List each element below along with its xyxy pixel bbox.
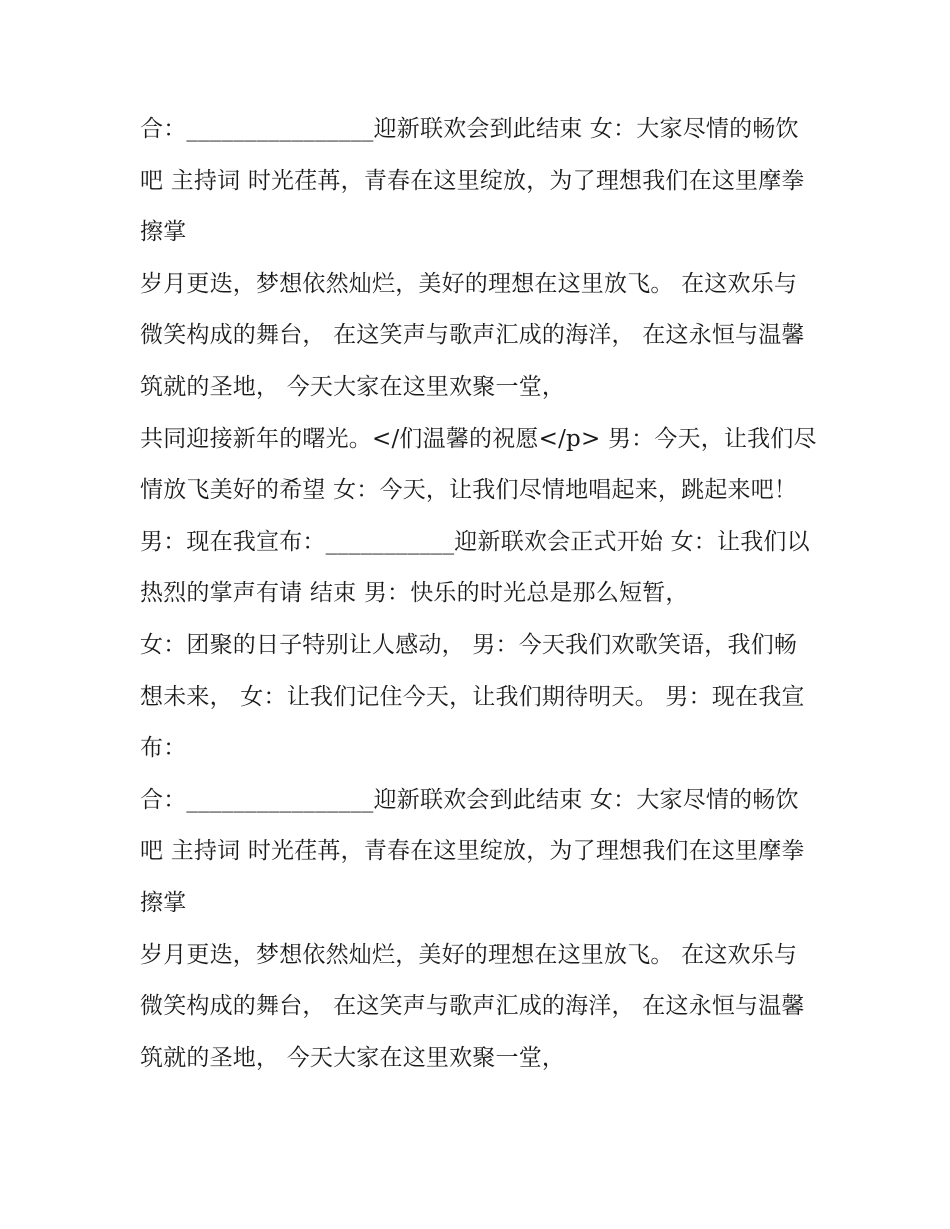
- document-body: [140, 104, 820, 1084]
- paragraph-2: 岁月更迭，梦想依然灿烂，美好的理想在这里放飞。 在这欢乐与微笑构成的舞台， 在这笑声与歌声汇成的海洋， 在这永恒与温馨筑就的圣地， 今天大家在这里欢聚一堂，: [140, 270, 805, 400]
- paragraph-1: 合：________________迎新联欢会到此结束 女：大家尽情的畅饮吧 主持词 时光荏苒，青春在这里绽放，为了理想我们在这里摩拳擦掌: [140, 116, 805, 246]
- paragraph-3: 共同迎接新年的曙光。</们温馨的祝愿</p> 男：今天，让我们尽情放飞美好的希望 女：今天，让我们尽情地唱起来，跳起来吧！: [140, 425, 817, 504]
- paragraph-5: 女：团聚的日子特别让人感动， 男：今天我们欢歌笑语，我们畅想未来， 女：让我们记住今天，让我们期待明天。 男：现在我宣布：: [140, 631, 805, 762]
- paragraph-7: 岁月更迭，梦想依然灿烂，美好的理想在这里放飞。 在这欢乐与微笑构成的舞台， 在这笑声与歌声汇成的海洋， 在这永恒与温馨筑就的圣地， 今天大家在这里欢聚一堂，: [140, 941, 805, 1071]
- paragraph-6: 合：________________迎新联欢会到此结束 女：大家尽情的畅饮吧 主持词 时光荏苒，青春在这里绽放，为了理想我们在这里摩拳擦掌: [140, 786, 805, 916]
- paragraph-4: 男：现在我宣布：___________迎新联欢会正式开始 女：让我们以热烈的掌声有请 结束 男：快乐的时光总是那么短暂，: [140, 528, 810, 607]
